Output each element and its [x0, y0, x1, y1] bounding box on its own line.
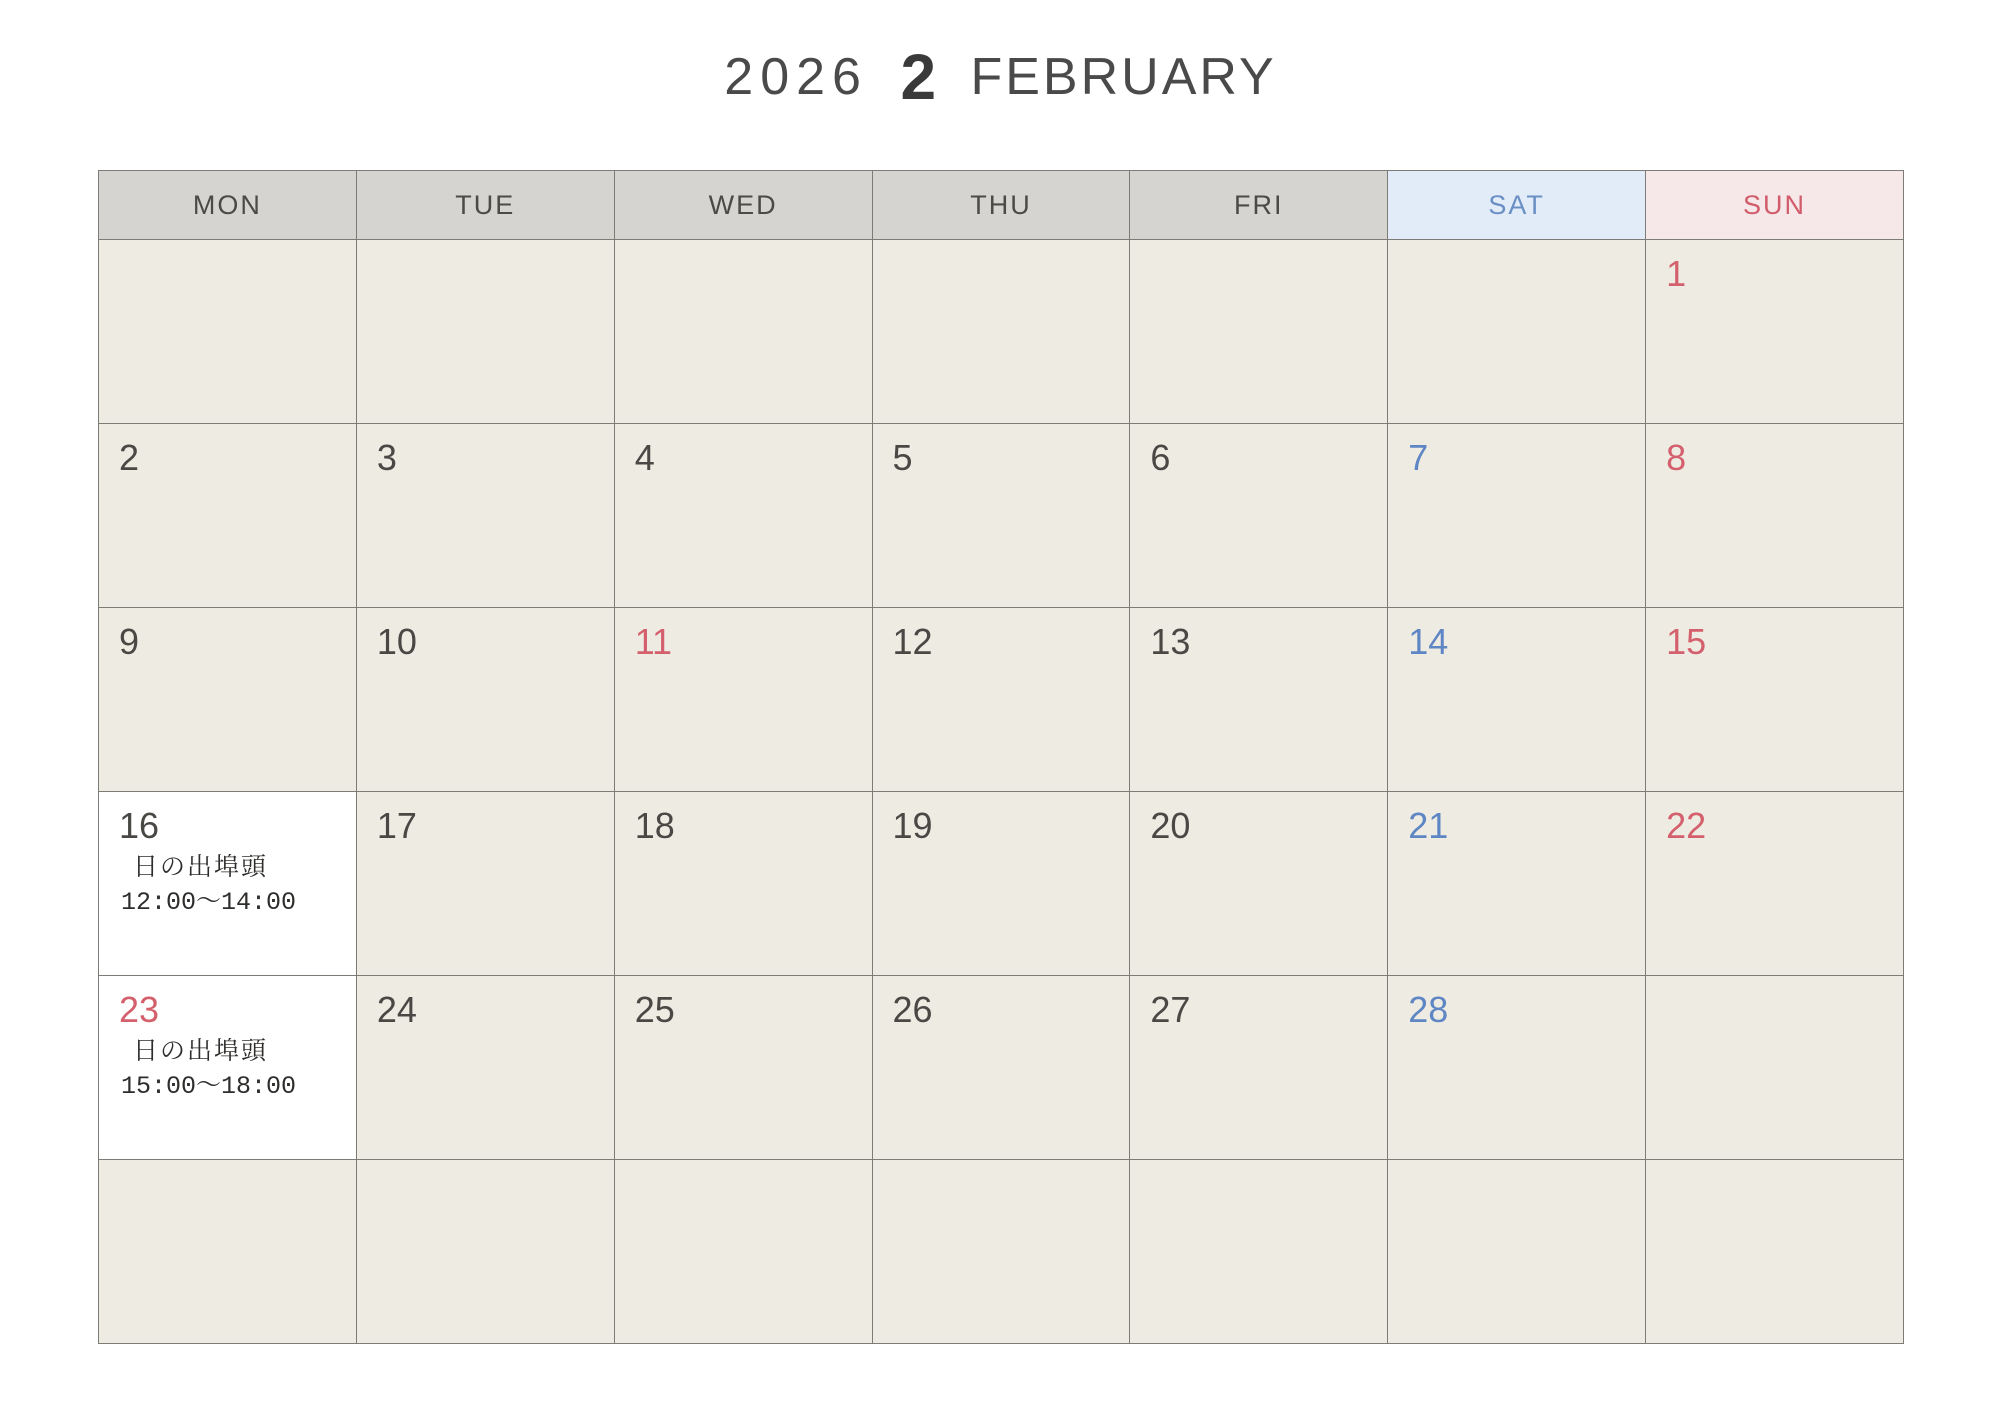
calendar-week-row [99, 976, 1904, 1160]
page-title [0, 40, 2001, 114]
day-number: 19 [892, 805, 933, 846]
calendar-day-cell[interactable] [1388, 240, 1646, 424]
day-number: 10 [376, 621, 417, 662]
event-time: 15:00〜18:00 [121, 1072, 297, 1101]
calendar-day-cell[interactable] [99, 240, 357, 424]
calendar-day-cell[interactable] [1646, 1160, 1904, 1344]
title-month-number: 2 [900, 41, 937, 113]
calendar-day-cell[interactable] [99, 792, 357, 976]
day-number: 15 [1666, 621, 1707, 662]
day-cell-content [873, 1160, 1130, 1343]
day-number: 23 [119, 989, 160, 1030]
day-event[interactable] [119, 852, 356, 920]
calendar-day-cell[interactable] [1646, 608, 1904, 792]
day-cell-content [1646, 424, 1903, 607]
day-number: 4 [634, 437, 655, 478]
day-number: 12 [892, 621, 933, 662]
calendar-day-cell[interactable] [1646, 240, 1904, 424]
calendar-day-cell[interactable] [99, 976, 357, 1160]
day-cell-content [1646, 608, 1903, 791]
calendar-day-cell[interactable] [1130, 976, 1388, 1160]
day-cell-content [615, 240, 872, 423]
calendar-day-cell[interactable] [1388, 608, 1646, 792]
calendar-day-cell[interactable] [872, 976, 1130, 1160]
day-cell-content [1388, 792, 1645, 975]
calendar-day-cell[interactable] [356, 608, 614, 792]
day-cell-content [99, 240, 356, 423]
day-cell-content [615, 424, 872, 607]
calendar-day-cell[interactable] [614, 1160, 872, 1344]
day-cell-content [1388, 608, 1645, 791]
day-cell-content [357, 424, 614, 607]
event-title: 日の出埠頭 [133, 854, 269, 883]
calendar-body [99, 240, 1904, 1344]
day-number: 5 [892, 437, 913, 478]
day-cell-content [615, 1160, 872, 1343]
day-number: 16 [119, 805, 160, 846]
day-number: 9 [119, 621, 140, 662]
day-cell-content [1388, 1160, 1645, 1343]
calendar-week-row [99, 1160, 1904, 1344]
day-cell-content [873, 240, 1130, 423]
calendar-day-cell[interactable] [614, 976, 872, 1160]
day-cell-content [357, 792, 614, 975]
event-time: 12:00〜14:00 [121, 888, 297, 917]
day-number: 14 [1408, 621, 1449, 662]
calendar-day-cell[interactable] [1130, 1160, 1388, 1344]
day-cell-content [99, 976, 356, 1159]
weekday-header-sat: SAT [1388, 171, 1646, 240]
calendar-day-cell[interactable] [1646, 424, 1904, 608]
day-cell-content [99, 424, 356, 607]
day-cell-content [357, 1160, 614, 1343]
calendar-day-cell[interactable] [1130, 608, 1388, 792]
day-number: 28 [1408, 989, 1449, 1030]
day-number: 17 [376, 805, 417, 846]
calendar-day-cell[interactable] [99, 1160, 357, 1344]
day-cell-content [357, 608, 614, 791]
title-year: 2026 [724, 48, 868, 106]
calendar-day-cell[interactable] [1130, 792, 1388, 976]
day-cell-content [1646, 1160, 1903, 1343]
weekday-header-thu: THU [872, 171, 1130, 240]
day-cell-content [1646, 976, 1903, 1159]
day-number: 21 [1408, 805, 1449, 846]
day-cell-content [1388, 976, 1645, 1159]
calendar-day-cell[interactable] [872, 792, 1130, 976]
day-cell-content [1388, 424, 1645, 607]
weekday-header-mon: MON [99, 171, 357, 240]
day-cell-content [873, 424, 1130, 607]
day-cell-content [1388, 240, 1645, 423]
calendar-day-cell[interactable] [356, 424, 614, 608]
day-number: 1 [1666, 253, 1687, 294]
day-number: 27 [1150, 989, 1191, 1030]
day-cell-content [99, 608, 356, 791]
calendar-day-cell[interactable] [99, 608, 357, 792]
calendar-header-row [99, 171, 1904, 240]
title-month-name: FEBRUARY [970, 48, 1277, 106]
day-cell-content [1130, 1160, 1387, 1343]
calendar-day-cell[interactable] [872, 608, 1130, 792]
day-number: 8 [1666, 437, 1687, 478]
day-cell-content [615, 792, 872, 975]
calendar-day-cell[interactable] [1646, 792, 1904, 976]
day-cell-content [1130, 608, 1387, 791]
calendar-week-row [99, 424, 1904, 608]
calendar-day-cell[interactable] [1388, 792, 1646, 976]
calendar-day-cell[interactable] [356, 1160, 614, 1344]
calendar-day-cell[interactable] [1130, 424, 1388, 608]
weekday-header-sun: SUN [1646, 171, 1904, 240]
calendar-day-cell[interactable] [1388, 424, 1646, 608]
weekday-header-fri: FRI [1130, 171, 1388, 240]
calendar-day-cell[interactable] [872, 1160, 1130, 1344]
day-cell-content [1130, 976, 1387, 1159]
day-number: 13 [1150, 621, 1191, 662]
calendar-day-cell[interactable] [1646, 976, 1904, 1160]
event-title: 日の出埠頭 [133, 1038, 269, 1067]
day-cell-content [357, 240, 614, 423]
day-number: 18 [634, 805, 675, 846]
calendar-week-row [99, 240, 1904, 424]
day-number: 3 [376, 437, 397, 478]
day-cell-content [1130, 424, 1387, 607]
day-cell-content [873, 792, 1130, 975]
day-number: 26 [892, 989, 933, 1030]
day-number: 22 [1666, 805, 1707, 846]
weekday-header-tue: TUE [356, 171, 614, 240]
day-cell-content [1130, 792, 1387, 975]
day-cell-content [99, 1160, 356, 1343]
calendar-day-cell[interactable] [99, 424, 357, 608]
weekday-header-wed: WED [614, 171, 872, 240]
day-number: 7 [1408, 437, 1429, 478]
calendar-day-cell[interactable] [1388, 1160, 1646, 1344]
calendar-week-row [99, 608, 1904, 792]
calendar-day-cell[interactable] [1388, 976, 1646, 1160]
day-event[interactable] [119, 1036, 356, 1104]
calendar-week-row [99, 792, 1904, 976]
calendar-day-cell[interactable] [1130, 240, 1388, 424]
calendar-day-cell[interactable] [356, 792, 614, 976]
day-cell-content [1646, 240, 1903, 423]
day-cell-content [1646, 792, 1903, 975]
calendar-day-cell[interactable] [872, 424, 1130, 608]
day-number: 24 [376, 989, 417, 1030]
day-number: 20 [1150, 805, 1191, 846]
day-cell-content [357, 976, 614, 1159]
day-cell-content [615, 976, 872, 1159]
day-cell-content [873, 976, 1130, 1159]
day-number: 2 [119, 437, 140, 478]
calendar-day-cell[interactable] [356, 240, 614, 424]
calendar-day-cell[interactable] [872, 240, 1130, 424]
calendar-grid [98, 170, 1904, 1344]
day-number: 25 [634, 989, 675, 1030]
calendar-day-cell[interactable] [356, 976, 614, 1160]
day-cell-content [615, 608, 872, 791]
calendar-day-cell[interactable] [614, 424, 872, 608]
calendar-day-cell[interactable] [614, 792, 872, 976]
day-cell-content [1130, 240, 1387, 423]
calendar-day-cell[interactable] [614, 240, 872, 424]
day-number: 6 [1150, 437, 1171, 478]
calendar-day-cell[interactable] [614, 608, 872, 792]
day-cell-content [873, 608, 1130, 791]
day-cell-content [99, 792, 356, 975]
day-number: 11 [634, 621, 673, 662]
